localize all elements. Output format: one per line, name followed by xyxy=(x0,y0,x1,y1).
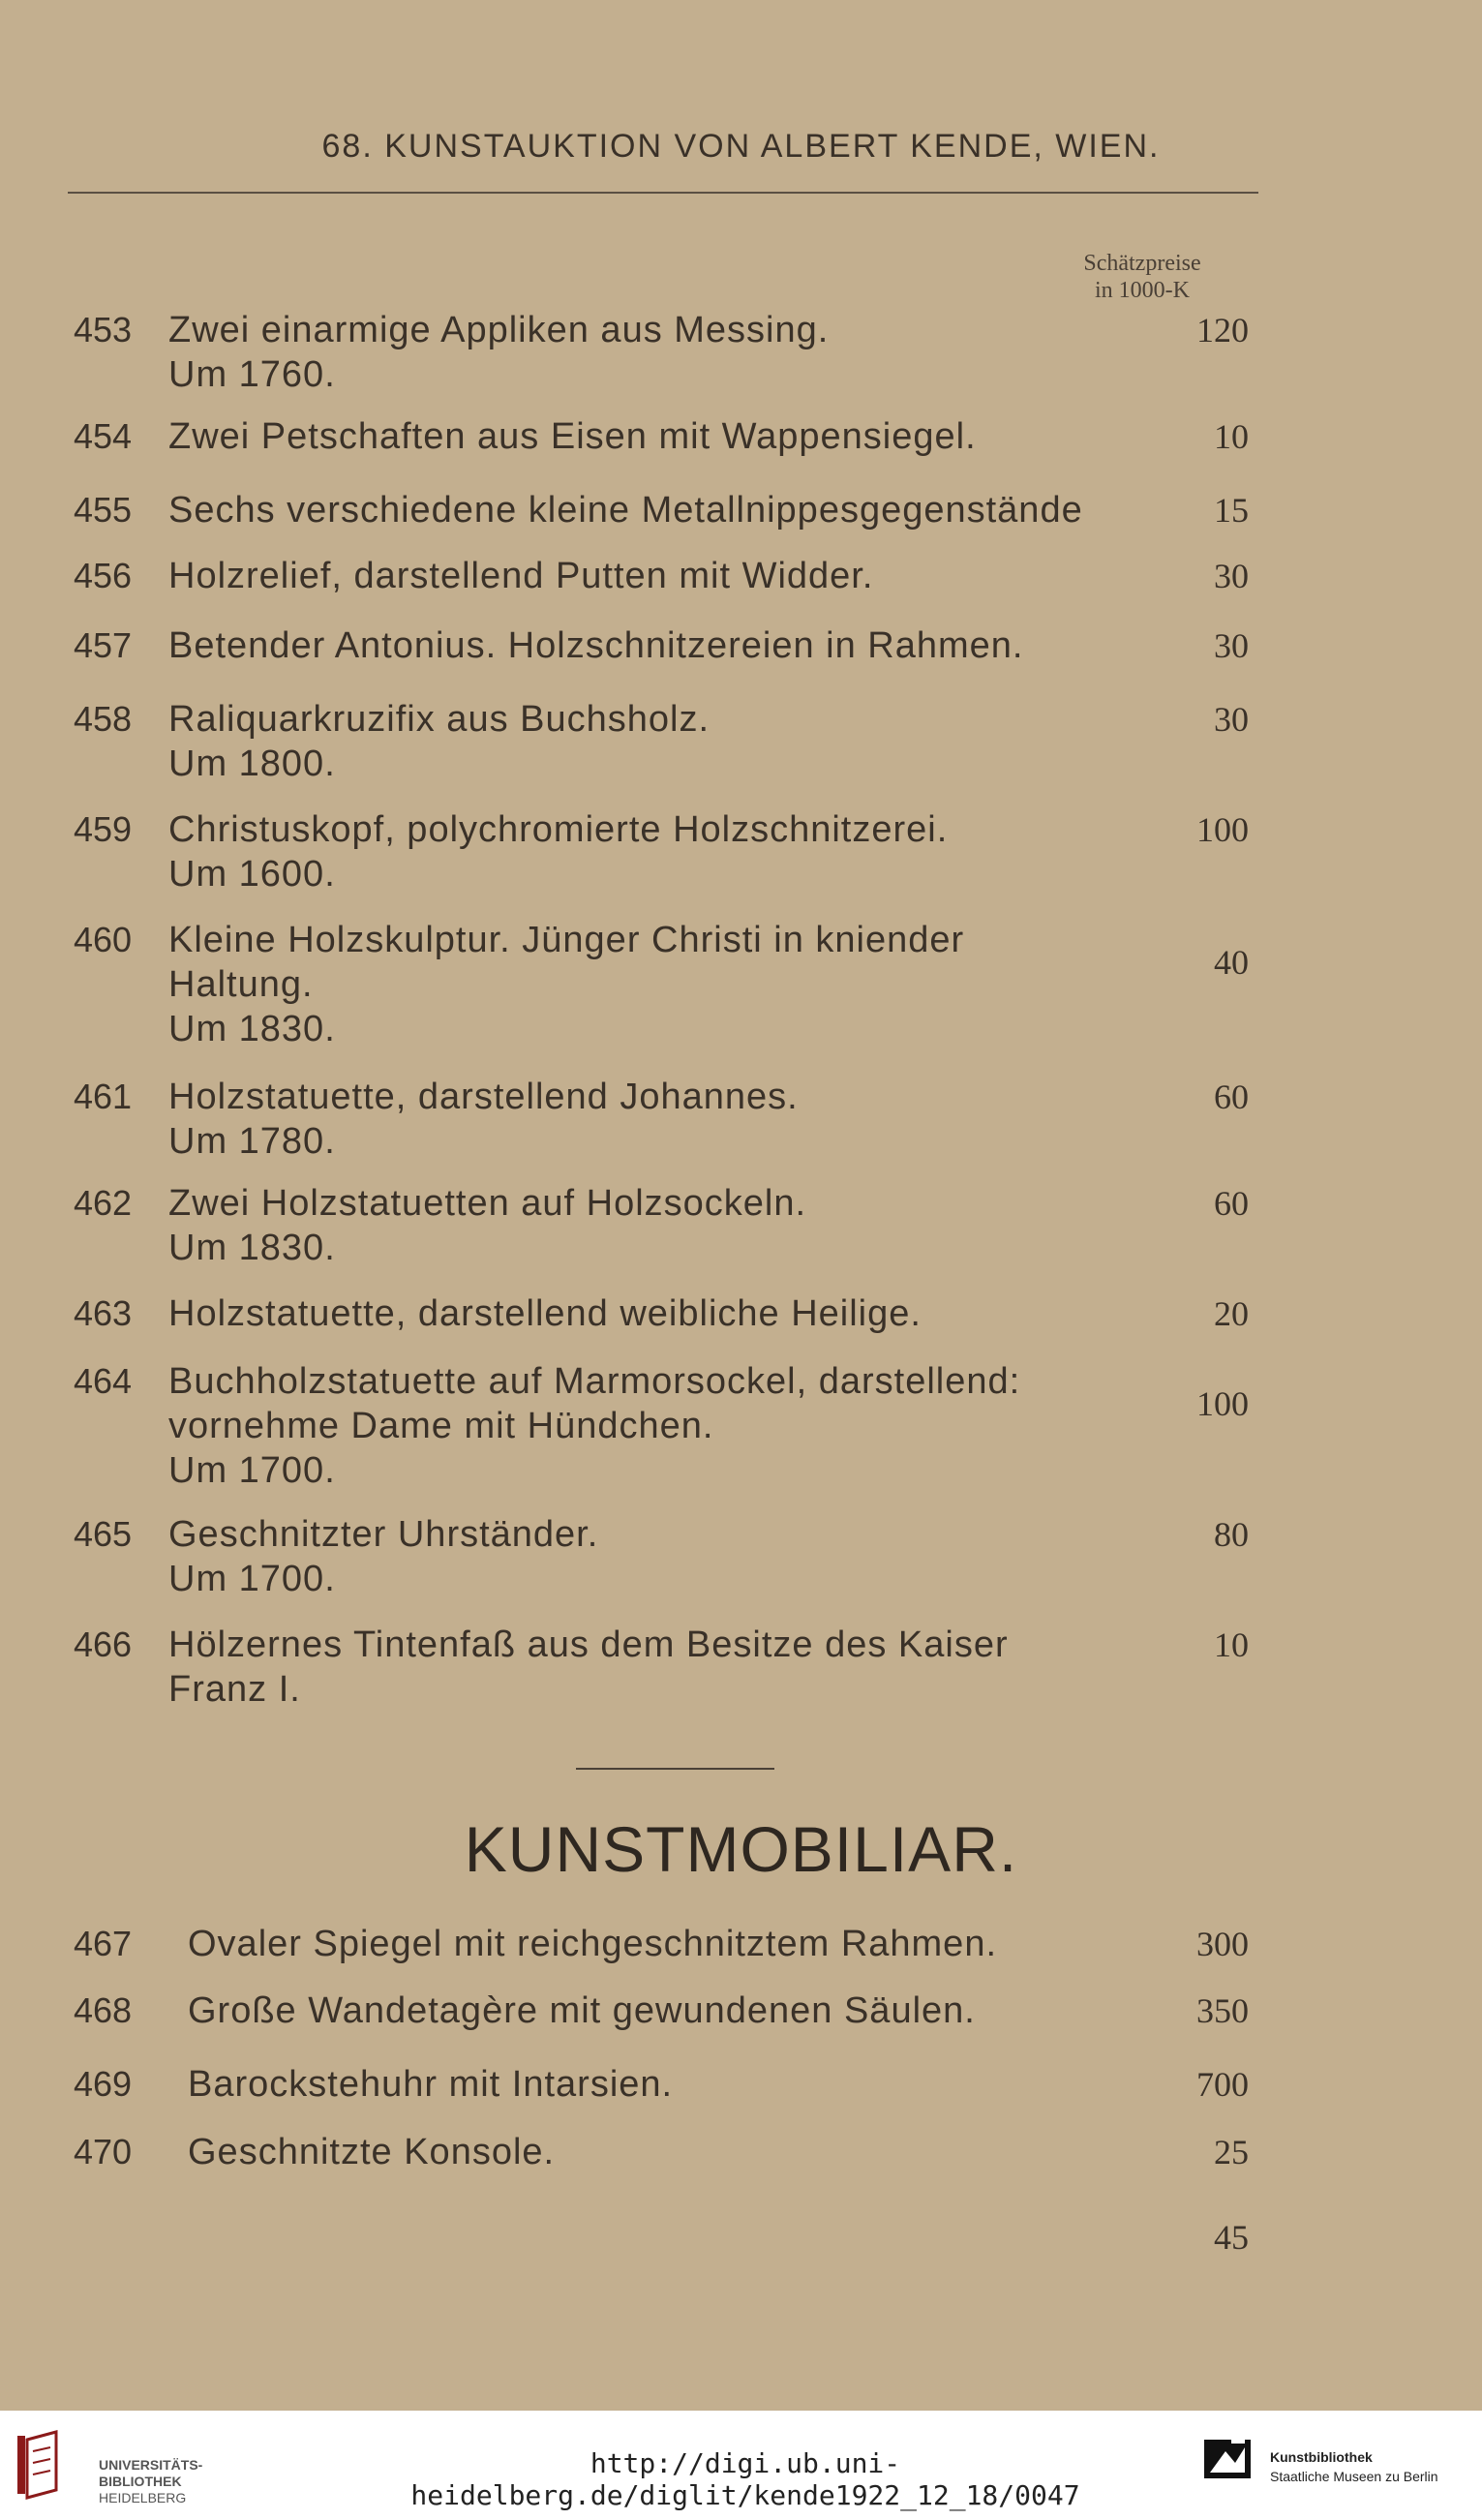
lot-description-line: Holzstatuette, darstellend Johannes. xyxy=(168,1077,799,1117)
lot-price: 120 xyxy=(1196,311,1249,349)
lot-description-line: Um 1780. xyxy=(168,1121,336,1162)
lot-description-line: Zwei Holzstatuetten auf Holzsockeln. xyxy=(168,1183,807,1224)
lot-price: 350 xyxy=(1196,1991,1249,2030)
lot-number: 470 xyxy=(74,2132,133,2171)
lot-description-line: Raliquarkruzifix aus Buchsholz. xyxy=(168,699,711,740)
lot-description-line: Um 1600. xyxy=(168,854,336,895)
lot-price: 30 xyxy=(1214,626,1249,665)
lot-description xyxy=(188,1922,1156,1966)
lot-description-line: Sechs verschiedene kleine Metallnippesgegenstände xyxy=(168,490,1083,531)
lot-number: 469 xyxy=(74,2064,133,2104)
lot-number: 454 xyxy=(74,416,133,456)
lot-number: 459 xyxy=(74,809,133,849)
lot-description-line: Geschnitzter Uhrständer. xyxy=(168,1514,599,1555)
lot-price: 60 xyxy=(1214,1078,1249,1116)
page-number: 45 xyxy=(1214,2218,1249,2257)
library-name-line: UNIVERSITÄTS- xyxy=(99,2457,203,2473)
lot-description-line: Kleine Holzskulptur. Jünger Christi in kniender xyxy=(168,920,965,960)
library-emblem-icon xyxy=(14,2428,81,2502)
lot-description-line: vornehme Dame mit Hündchen. xyxy=(168,1406,714,1446)
lot-description-line: Christuskopf, polychromierte Holzschnitzerei. xyxy=(168,809,949,850)
kunstbibliothek-emblem-icon xyxy=(1202,2430,1256,2484)
lot-description xyxy=(168,1623,1136,1712)
lot-description-line: Holzstatuette, darstellend weibliche Heilige. xyxy=(168,1293,922,1334)
lot-description xyxy=(168,807,1136,896)
section-rule xyxy=(576,1768,774,1770)
lot-number: 462 xyxy=(74,1183,133,1223)
lot-description xyxy=(188,2062,1156,2107)
lot-number: 457 xyxy=(74,625,133,665)
lot-number: 463 xyxy=(74,1293,133,1333)
library-name-line: BIBLIOTHEK xyxy=(99,2474,182,2489)
lot-description xyxy=(188,1989,1156,2033)
kunstbibliothek-name-line: Kunstbibliothek xyxy=(1270,2449,1373,2465)
section-title: KUNSTMOBILIAR. xyxy=(464,1813,1018,1885)
lot-price: 10 xyxy=(1214,417,1249,456)
lot-description-line: Zwei Petschaften aus Eisen mit Wappensiegel. xyxy=(168,416,977,457)
lot-number: 465 xyxy=(74,1514,133,1554)
header-rule xyxy=(68,192,1258,194)
lot-price: 100 xyxy=(1196,810,1249,849)
price-column-heading-line1: Schätzpreise xyxy=(1083,251,1201,276)
lot-description xyxy=(168,554,1136,598)
lot-description xyxy=(168,697,1136,786)
lot-description-line: Große Wandetagère mit gewundenen Säulen. xyxy=(188,1990,976,2031)
lot-description xyxy=(168,308,1136,397)
lot-number: 461 xyxy=(74,1077,133,1116)
lot-price: 60 xyxy=(1214,1184,1249,1223)
lot-price: 20 xyxy=(1214,1294,1249,1333)
lot-price: 300 xyxy=(1196,1925,1249,1963)
lot-number: 468 xyxy=(74,1990,133,2030)
lot-description-line: Geschnitzte Konsole. xyxy=(188,2132,556,2172)
lot-price: 40 xyxy=(1214,943,1249,982)
lot-description-line: Hölzernes Tintenfaß aus dem Besitze des Kaiser xyxy=(168,1624,1009,1665)
lot-number: 456 xyxy=(74,556,133,595)
library-name xyxy=(99,2457,202,2506)
lot-number: 460 xyxy=(74,920,133,959)
library-name-line: HEIDELBERG xyxy=(99,2490,187,2505)
digitization-url[interactable]: http://digi.ub.uni-heidelberg.de/diglit/kende1922_12_18/0047 xyxy=(410,2447,1080,2511)
lot-number: 464 xyxy=(74,1361,133,1401)
lot-description-line: Franz I. xyxy=(168,1669,301,1710)
lot-description xyxy=(168,623,1136,668)
kunstbibliothek-name xyxy=(1270,2447,1438,2486)
lot-description-line: Betender Antonius. Holzschnitzereien in Rahmen. xyxy=(168,625,1024,666)
lot-description-line: Ovaler Spiegel mit reichgeschnitztem Rahmen. xyxy=(188,1924,998,1964)
lot-description-line: Um 1800. xyxy=(168,744,336,784)
lot-price: 10 xyxy=(1214,1625,1249,1664)
lot-price: 15 xyxy=(1214,491,1249,530)
price-column-heading-line2: in 1000-K xyxy=(1095,278,1190,303)
lot-description-line: Barockstehuhr mit Intarsien. xyxy=(188,2064,674,2105)
lot-number: 458 xyxy=(74,699,133,739)
kunstbibliothek-name-line: Staatliche Museen zu Berlin xyxy=(1270,2469,1438,2484)
lot-description-line: Buchholzstatuette auf Marmorsockel, darstellend: xyxy=(168,1361,1021,1402)
lot-description-line: Holzrelief, darstellend Putten mit Widder. xyxy=(168,556,874,596)
kunstbibliothek-logo xyxy=(1202,2430,1473,2507)
lot-number: 455 xyxy=(74,490,133,530)
price-column-heading xyxy=(1045,250,1239,304)
lot-number: 466 xyxy=(74,1624,133,1664)
lot-description xyxy=(168,1181,1136,1270)
lot-description xyxy=(168,1512,1136,1601)
heidelberg-library-logo xyxy=(14,2428,203,2505)
lot-number: 467 xyxy=(74,1924,133,1963)
lot-price: 30 xyxy=(1214,557,1249,595)
lot-description xyxy=(168,918,1136,1051)
lot-description xyxy=(168,1075,1136,1164)
lot-price: 25 xyxy=(1214,2133,1249,2171)
lot-price: 100 xyxy=(1196,1384,1249,1423)
running-header: 68. KUNSTAUKTION VON ALBERT KENDE, WIEN. xyxy=(321,128,1161,165)
lot-description xyxy=(188,2130,1156,2174)
lot-description-line: Haltung. xyxy=(168,964,314,1005)
lot-description-line: Um 1700. xyxy=(168,1450,336,1491)
lot-description xyxy=(168,414,1136,459)
lot-description-line: Zwei einarmige Appliken aus Messing. xyxy=(168,310,830,350)
lot-number: 453 xyxy=(74,310,133,349)
lot-description xyxy=(168,1291,1136,1336)
lot-description xyxy=(168,1359,1136,1493)
lot-price: 80 xyxy=(1214,1515,1249,1554)
lot-price: 30 xyxy=(1214,700,1249,739)
lot-description-line: Um 1760. xyxy=(168,354,336,395)
lot-description xyxy=(168,488,1136,532)
lot-price: 700 xyxy=(1196,2065,1249,2104)
lot-description-line: Um 1830. xyxy=(168,1009,336,1049)
lot-description-line: Um 1700. xyxy=(168,1559,336,1599)
lot-description-line: Um 1830. xyxy=(168,1228,336,1268)
footer-bar xyxy=(0,2411,1482,2520)
